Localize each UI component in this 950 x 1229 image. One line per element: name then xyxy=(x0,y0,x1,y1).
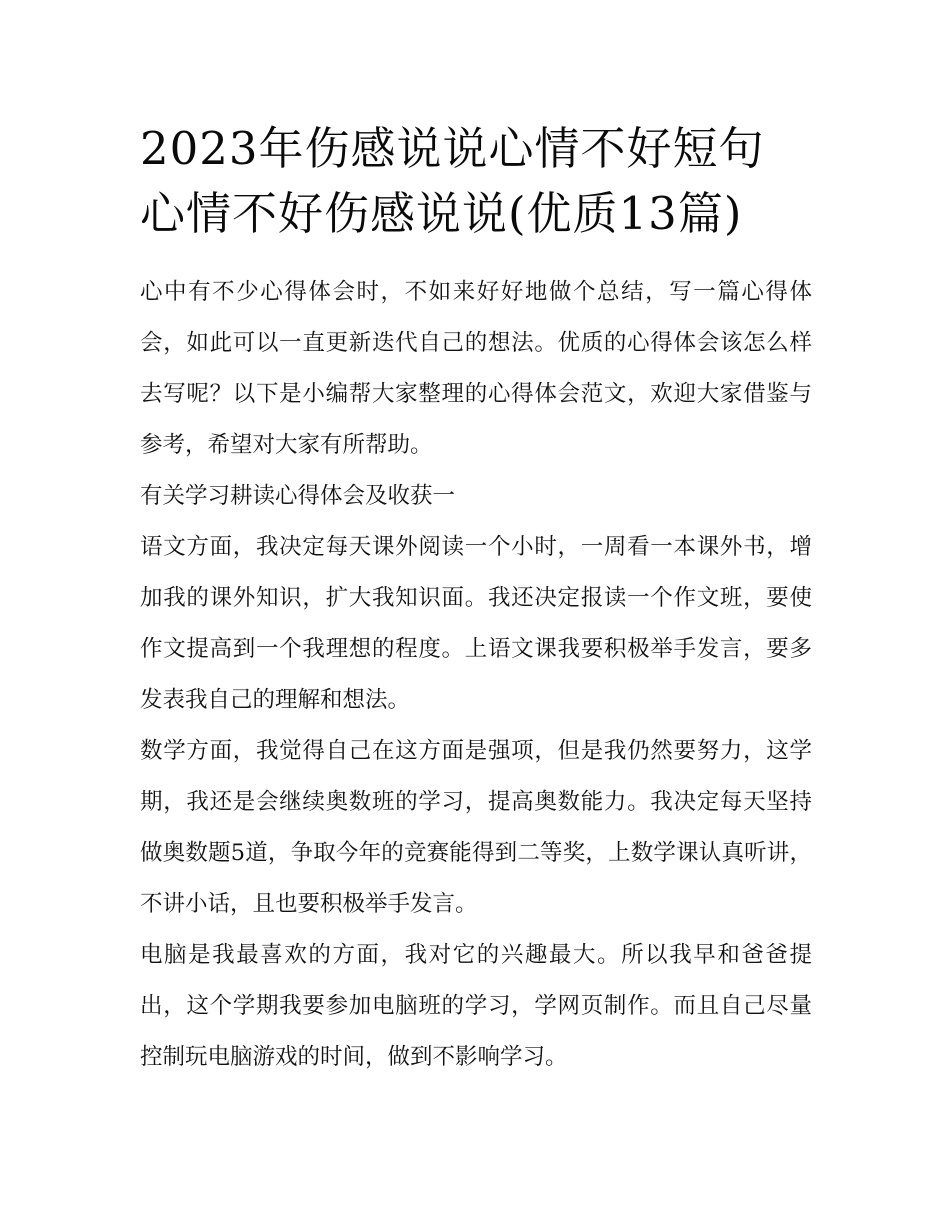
intro-paragraph: 心中有不少心得体会时，不如来好好地做个总结，写一篇心得体会，如此可以一直更新迭代自己的想法。优质的心得体会该怎么样去写呢？以下是小编帮大家整理的心得体会范文，欢迎大家借鉴与参考，希望对大家有所帮助。 xyxy=(140,279,812,458)
section-heading: 有关学习耕读心得体会及收获一 xyxy=(140,483,456,509)
title-line-2: 心情不好伤感说说(优质13篇) xyxy=(140,187,743,240)
chinese-paragraph: 语文方面，我决定每天课外阅读一个小时，一周看一本课外书，增加我的课外知识，扩大我知识面。我还决定报读一个作文班，要使作文提高到一个我理想的程度。上语文课我要积极举手发言，要多发表我自己的理解和想法。 xyxy=(140,534,812,713)
title-line-1: 2023年伤感说说心情不好短句 xyxy=(140,122,765,175)
document-title xyxy=(140,118,812,245)
document-body xyxy=(140,267,812,1083)
math-paragraph: 数学方面，我觉得自己在这方面是强项，但是我仍然要努力，这学期，我还是会继续奥数班的学习，提高奥数能力。我决定每天坚持做奥数题5道，争取今年的竞赛能得到二等奖，上数学课认真听讲，不讲小话，且也要积极举手发言。 xyxy=(140,738,812,917)
computer-paragraph: 电脑是我最喜欢的方面，我对它的兴趣最大。所以我早和爸爸提出，这个学期我要参加电脑班的学习，学网页制作。而且自己尽量控制玩电脑游戏的时间，做到不影响学习。 xyxy=(140,942,812,1070)
document-page xyxy=(140,118,812,1083)
